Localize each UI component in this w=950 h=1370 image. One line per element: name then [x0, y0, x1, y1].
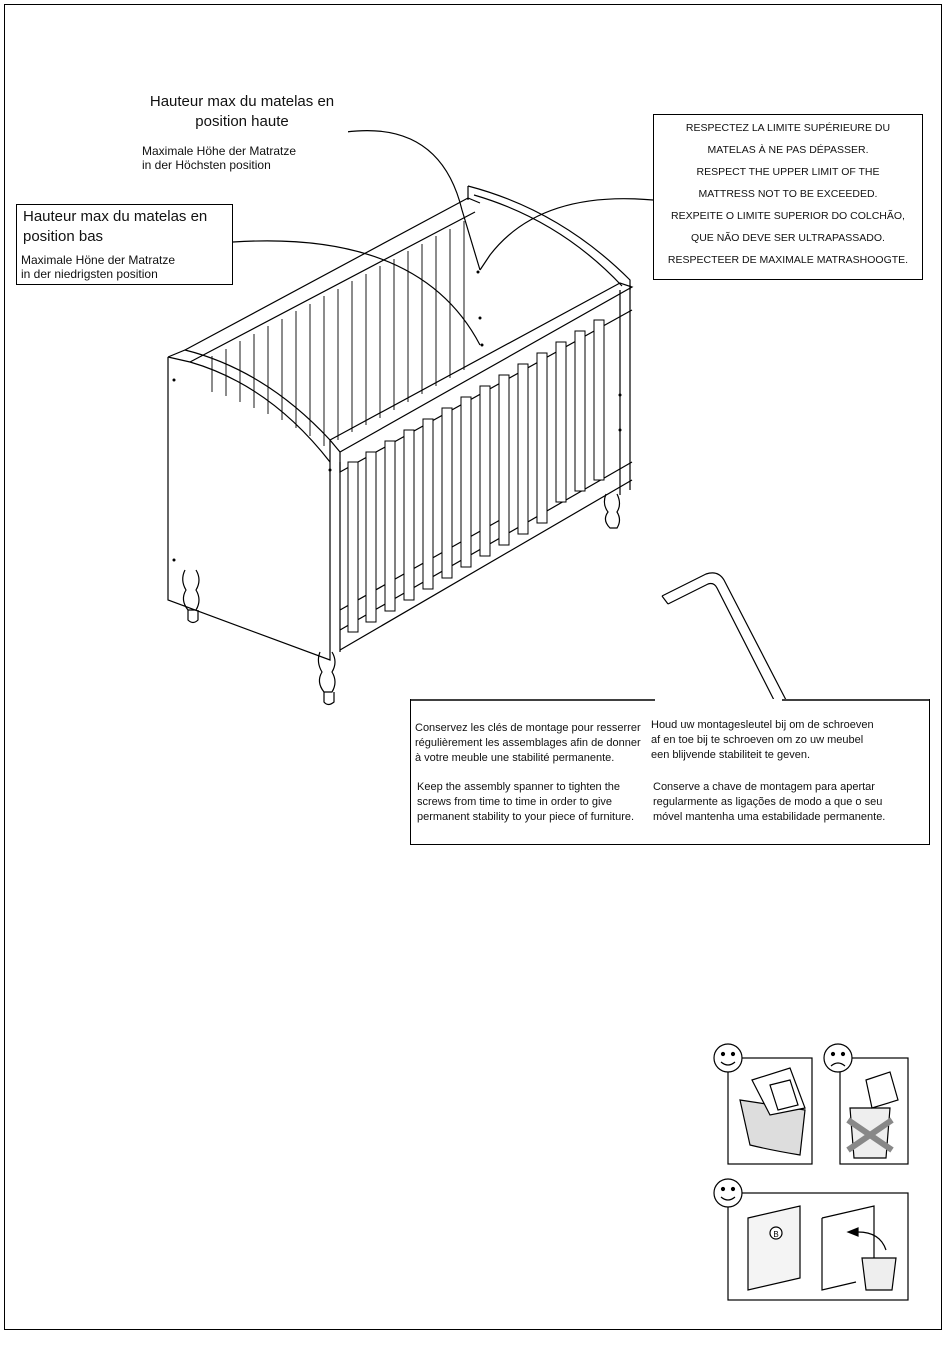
leader-high	[346, 131, 480, 270]
leader-low	[233, 241, 480, 345]
limit-line: MATTRESS NOT TO BE EXCEEDED.	[698, 188, 878, 200]
keep-en-line: Keep the assembly spanner to tighten the	[417, 781, 621, 793]
allen-key-drawing	[662, 573, 786, 704]
mattress-limit-notice	[653, 114, 923, 280]
callout-high-sub-line1: Maximale Höhe der Matratze	[142, 144, 297, 158]
keep-nl-line: af en toe bij te schroeven om zo uw meubel	[651, 734, 864, 746]
callout-low-title: Hauteur max du matelas en position bas	[23, 208, 208, 245]
limit-line: REXPEITE O LIMITE SUPERIOR DO COLCHÃO,	[671, 210, 905, 222]
keep-notice-fr	[415, 721, 641, 766]
leader-limit	[480, 199, 653, 270]
limit-line: RESPECTEZ LA LIMITE SUPÉRIEURE DU	[685, 122, 891, 134]
limit-line: QUE NÃO DEVE SER ULTRAPASSADO.	[691, 232, 885, 244]
keep-fr-line: régulièrement les assemblages afin de donner	[415, 737, 641, 749]
callout-low-sub-line2: in der niedrigsten position	[21, 267, 158, 281]
callout-high-position	[136, 92, 348, 176]
recycle-panel-label: B	[773, 1230, 779, 1239]
keep-nl-line: een blijvende stabiliteit te geven.	[651, 749, 810, 761]
keep-fr-line: Conservez les clés de montage pour resserrer	[415, 722, 641, 734]
keep-spanner-notice	[410, 699, 930, 845]
keep-notice-nl	[651, 718, 874, 763]
limit-line: RESPECTEER DE MAXIMALE MATRASHOOGTE.	[667, 254, 909, 266]
keep-notice-en	[417, 780, 634, 825]
keep-nl-line: Houd uw montagesleutel bij om de schroeven	[651, 719, 874, 731]
callout-high-subtitle	[142, 144, 296, 172]
callout-low-sub-line1: Maximale Höne der Matratze	[21, 253, 176, 267]
keep-notice-pt	[653, 780, 885, 825]
keep-pt-line: Conserve a chave de montagem para apertar	[653, 781, 875, 793]
callout-low-position	[16, 204, 233, 285]
keep-pt-line: regularmente as ligações de modo a que o seu	[653, 796, 883, 808]
eco-pictograms	[714, 1044, 908, 1300]
keep-pt-line: móvel mantenha uma estabilidade permanente.	[653, 811, 886, 823]
callout-high-sub-line2: in der Höchsten position	[142, 158, 271, 172]
limit-line: MATELAS À NE PAS DÉPASSER.	[707, 144, 869, 156]
keep-en-line: screws from time to time in order to give	[417, 796, 613, 808]
keep-en-line: permanent stability to your piece of furniture.	[417, 811, 635, 823]
limit-line: RESPECT THE UPPER LIMIT OF THE	[696, 166, 880, 178]
callout-high-title: Hauteur max du matelas en position haute	[149, 93, 335, 130]
keep-notice-top-border	[410, 699, 930, 701]
keep-fr-line: à votre meuble une stabilité permanente.	[415, 752, 615, 764]
callout-low-subtitle	[21, 253, 175, 281]
